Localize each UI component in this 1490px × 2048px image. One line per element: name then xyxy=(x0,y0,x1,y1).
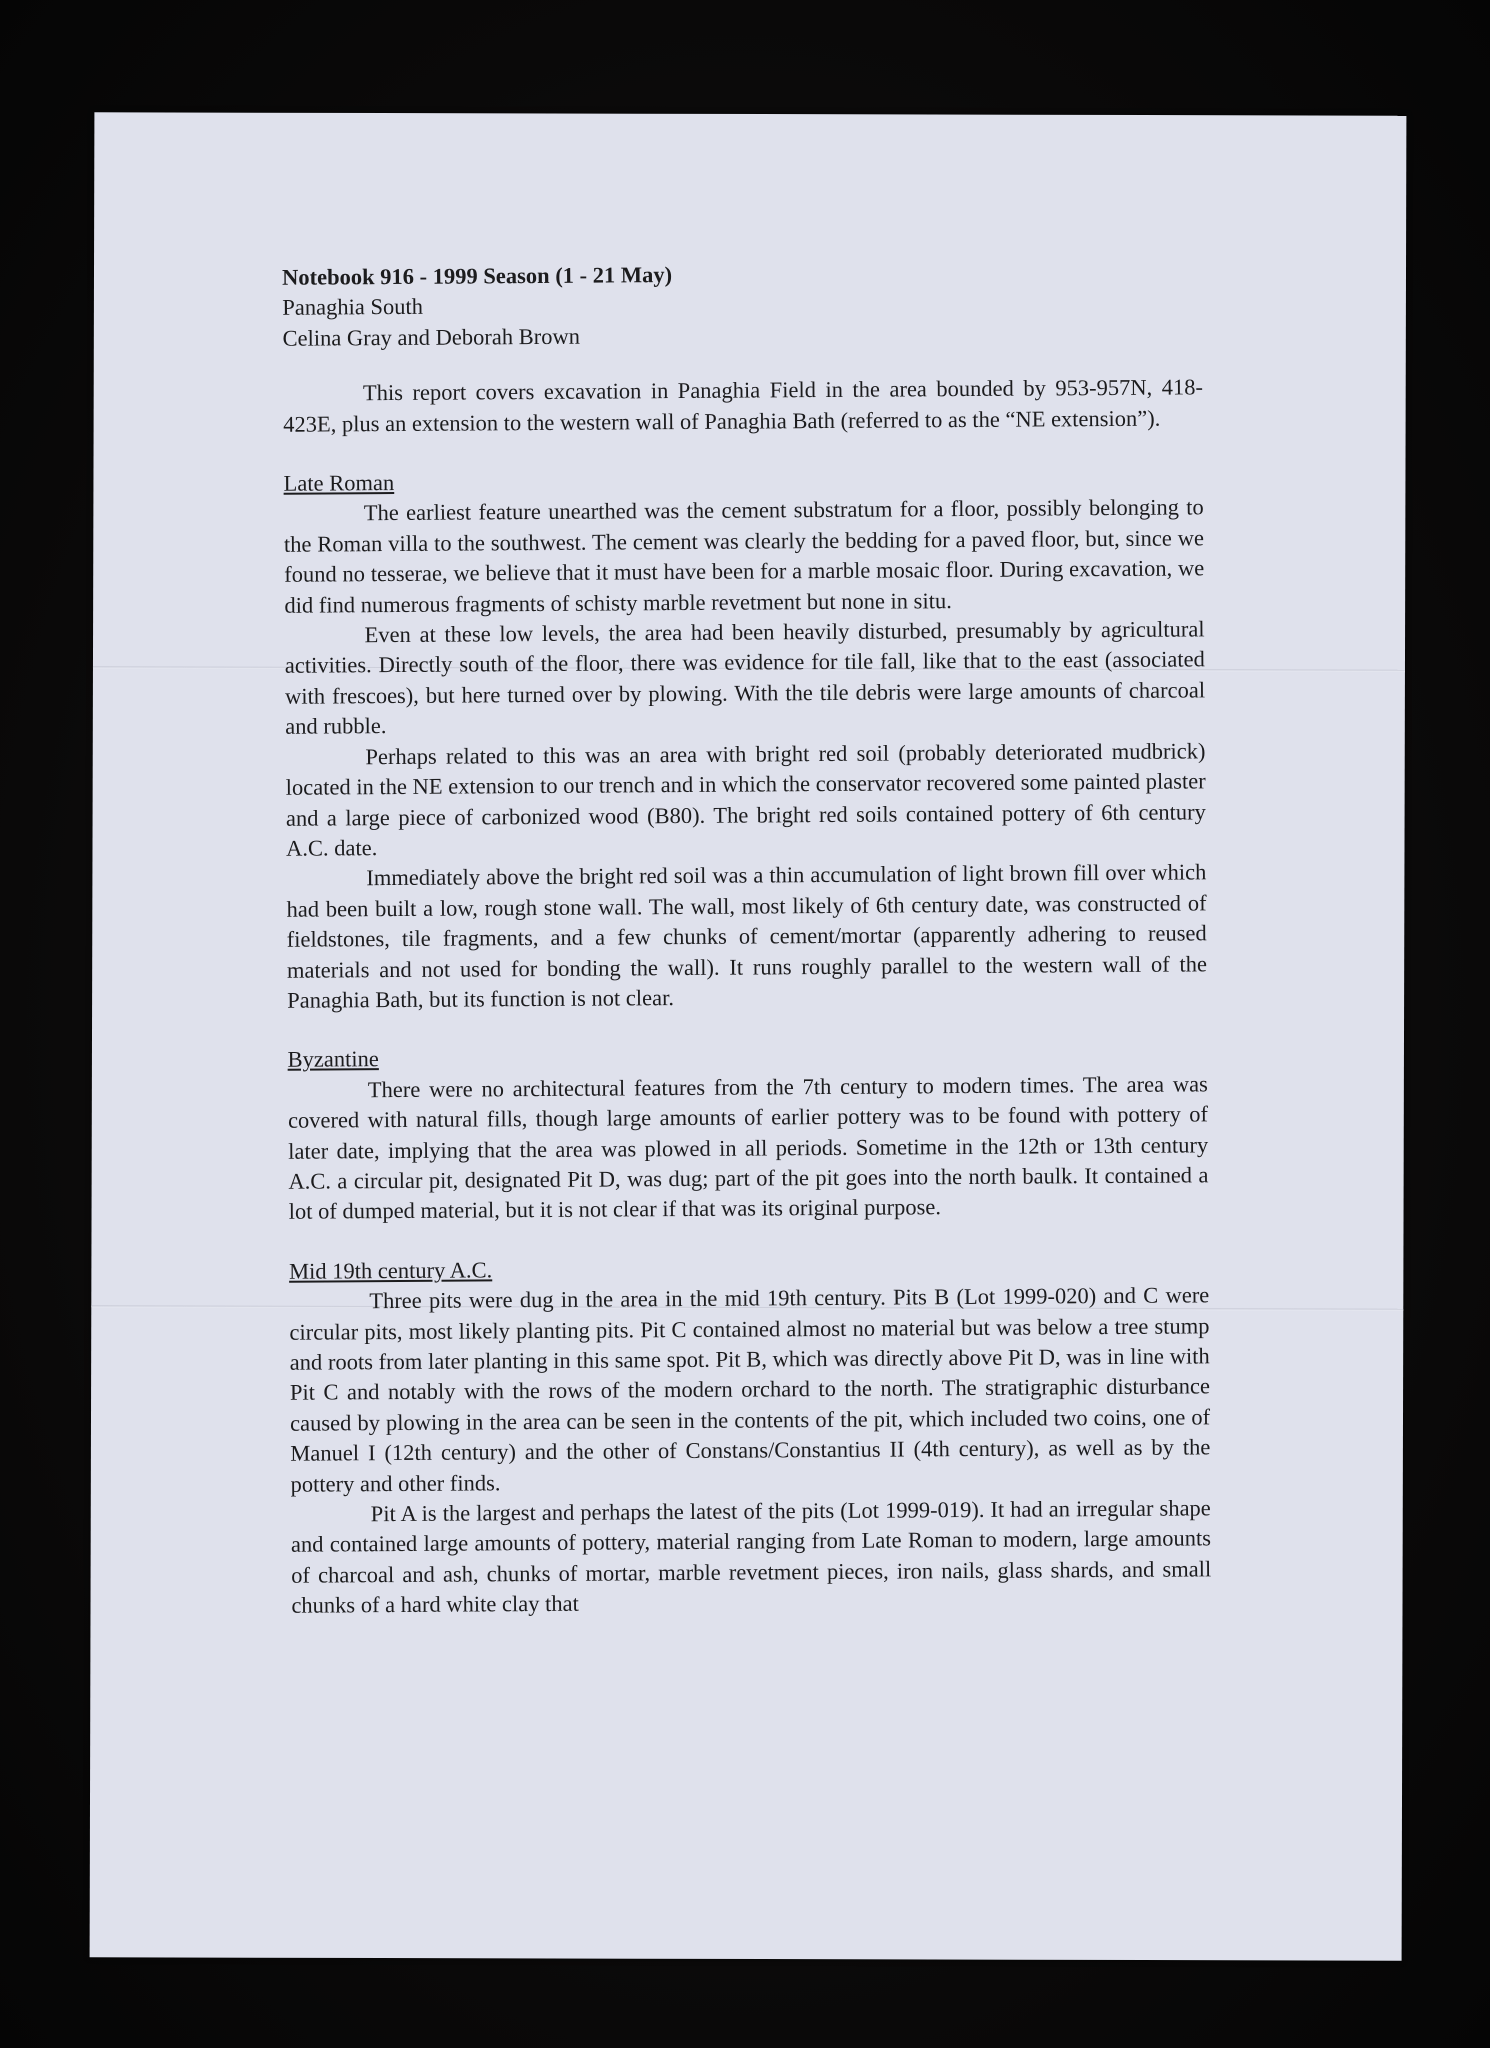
paper-sheet xyxy=(90,112,1407,1960)
late-roman-paragraph-4: Immediately above the bright red soil was a thin accumulation of light brown fill over which had been built a low, rough stone wall. The wall, most likely of 6th century date, was constructed of fieldstones, tile fragments, and a few chunks of cement/mortar (apparently adhering to reused materials and not used for bonding the wall). It runs roughly parallel to the western wall of the Panaghia Bath, but its function is not clear. xyxy=(286,859,1208,1013)
late-roman-paragraph-2: Even at these low levels, the area had been heavily disturbed, presumably by agricultural activities. Directly south of the floor, there was evidence for tile fall, like that to the east (associated with frescoes), but here turned over by plowing. With the tile debris were large amounts of charcoal and rubble. xyxy=(284,616,1206,740)
site-name: Panaghia South xyxy=(282,294,424,321)
late-roman-paragraph-1: The earliest feature unearthed was the cement substratum for a floor, possibly belonging to the Roman villa to the southwest. The cement was clearly the bedding for a paved floor, but, since we found no tesserae, we believe that it must have been for a marble mosaic floor. During excavation, we did find numerous fragments of schisty marble revetment but none in situ. xyxy=(283,494,1205,618)
late-roman-paragraph-3: Perhaps related to this was an area with bright red soil (probably deteriorated mudbrick) located in the NE extension to our trench and in which the conservator recovered some painted plaster and a large piece of carbonized wood (B80). The bright red soils contained pottery of 6th century A.C. date. xyxy=(285,738,1206,861)
intro-paragraph: This report covers excavation in Panaghia Field in the area bounded by 953-957N, 418-423E, plus an extension to the western wall of Panaghia Bath (referred to as the “NE extension”). xyxy=(283,374,1204,437)
section-heading-mid-19th-century: Mid 19th century A.C. xyxy=(288,1257,493,1284)
document-title: Notebook 916 - 1999 Season (1 - 21 May) xyxy=(282,262,673,290)
byzantine-paragraph-1: There were no architectural features from the 7th century to modern times. The area was covered with natural fills, though large amounts of earlier pottery was to be found with pottery of later date, implying that the area was plowed in all periods. Sometime in the 12th or 13th century A.C. a circular pit, designated Pit D, was dug; part of the pit goes into the north baulk. It contained a lot of dumped material, but it is not clear if that was its original purpose. xyxy=(287,1071,1209,1225)
section-heading-byzantine: Byzantine xyxy=(287,1046,379,1073)
document-body xyxy=(282,256,1211,1621)
section-heading-late-roman: Late Roman xyxy=(283,470,395,496)
mid-19th-century-paragraph-2: Pit A is the largest and perhaps the latest of the pits (Lot 1999-019). It had an irregular shape and contained large amounts of pottery, material ranging from Late Roman to modern, large amounts of charcoal and ash, chunks of mortar, marble revetment pieces, iron nails, glass shards, and small chunks of a hard white clay that xyxy=(290,1495,1212,1618)
authors-line: Celina Gray and Deborah Brown xyxy=(282,323,581,351)
mid-19th-century-paragraph-1: Three pits were dug in the area in the mid 19th century. Pits B (Lot 1999-020) and C were circular pits, most likely planting pits. Pit C contained almost no material but was below a tree stump and roots from later planting in this same spot. Pit B, which was directly above Pit D, was in line with Pit C and notably with the rows of the modern orchard to the north. The stratigraphic disturbance caused by plowing in the area can be seen in the contents of the pit, which included two coins, one of Manuel I (12th century) and the other of Constans/Constantius II (4th century), as well as by the pottery and other finds. xyxy=(289,1282,1211,1497)
